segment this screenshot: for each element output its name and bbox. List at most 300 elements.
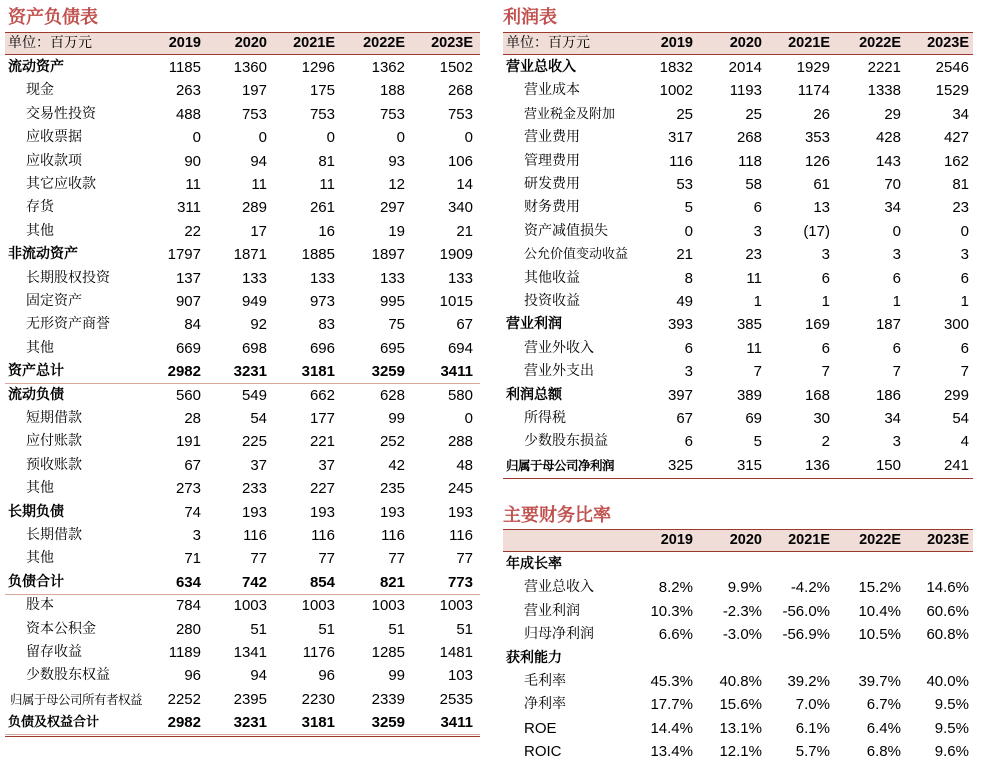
value-cell: 1185 (168, 59, 201, 76)
value-cell: 6 (753, 199, 762, 217)
value-cell: 5 (684, 199, 693, 217)
row-label: 其他 (26, 339, 54, 356)
table-row (503, 740, 973, 763)
value-cell: 2982 (167, 714, 201, 732)
table-row (5, 641, 480, 664)
value-cell: 51 (456, 620, 473, 638)
value-cell: 94 (250, 667, 267, 685)
year-header: 2019 (168, 35, 201, 51)
value-cell: 15.6% (719, 696, 762, 714)
value-cell: 75 (388, 316, 405, 334)
value-cell: 12 (388, 176, 405, 193)
value-cell: 3231 (233, 714, 267, 732)
value-cell: 428 (875, 129, 901, 147)
value-cell: 2982 (167, 363, 201, 381)
value-cell: 77 (250, 550, 267, 568)
table-row (503, 150, 973, 173)
table-row (5, 384, 480, 407)
value-cell: 1193 (729, 82, 762, 100)
table-row (503, 103, 973, 126)
value-cell: 1481 (439, 644, 473, 661)
value-cell: 37 (250, 456, 267, 474)
value-cell: 23 (952, 199, 969, 217)
table-row (503, 384, 973, 407)
value-cell: 6 (684, 339, 693, 357)
table-row (5, 337, 480, 360)
table-row (503, 56, 973, 79)
value-cell: 6.8% (866, 743, 901, 761)
value-cell: 1 (753, 293, 762, 310)
value-cell: 191 (175, 433, 201, 451)
value-cell: 225 (241, 433, 267, 451)
value-cell: 25 (745, 105, 762, 123)
value-cell: 694 (447, 339, 473, 357)
row-label: 少数股东损益 (524, 433, 608, 450)
table-row (5, 103, 480, 126)
row-label: ROE (524, 719, 557, 737)
value-cell: 353 (804, 129, 830, 147)
row-label: 营业费用 (524, 129, 580, 146)
row-label: 少数股东权益 (26, 667, 110, 684)
table-row (503, 243, 973, 266)
table-row (503, 173, 973, 196)
value-cell: 245 (447, 480, 473, 498)
value-cell: 2230 (301, 690, 335, 708)
value-cell: 193 (447, 503, 473, 521)
row-label: 长期负债 (8, 503, 64, 520)
value-cell: 51 (388, 620, 405, 638)
table-row (5, 220, 480, 243)
value-cell: 54 (952, 410, 969, 427)
row-label: 负债及权益合计 (8, 715, 100, 731)
row-label: 研发费用 (524, 176, 580, 192)
value-cell: 6 (960, 269, 969, 287)
value-cell: 22 (184, 222, 201, 240)
value-cell: 193 (309, 503, 335, 521)
value-cell: 177 (309, 410, 335, 427)
value-cell: 133 (447, 269, 473, 287)
value-cell: 1897 (371, 246, 405, 264)
value-cell: 1341 (233, 644, 267, 661)
value-cell: 6 (821, 339, 830, 357)
value-cell: 8.2% (658, 579, 693, 597)
table-row (5, 267, 480, 290)
row-label: 资产减值损失 (524, 222, 608, 239)
value-cell: 0 (684, 222, 693, 240)
value-cell: 11 (746, 339, 762, 357)
year-header: 2022E (859, 35, 901, 51)
table-row (5, 126, 480, 149)
value-cell: 1885 (301, 246, 335, 264)
value-cell: 137 (175, 269, 201, 287)
value-cell: 273 (175, 480, 201, 498)
value-cell: 385 (736, 316, 762, 334)
table-row (503, 623, 973, 646)
table-row (503, 647, 973, 670)
year-header: 2020 (729, 532, 762, 548)
value-cell: 299 (943, 386, 969, 404)
row-label: 营业外支出 (524, 363, 594, 380)
value-cell: 580 (447, 386, 473, 404)
value-cell: 3231 (233, 363, 267, 381)
table-row (503, 290, 973, 313)
value-cell: 96 (318, 667, 335, 685)
value-cell: 40.8% (719, 673, 762, 690)
value-cell: 143 (875, 152, 901, 170)
row-label: 负债合计 (8, 573, 64, 590)
value-cell: 34 (952, 105, 969, 123)
value-cell: 2535 (439, 690, 473, 708)
value-cell: 96 (184, 667, 201, 685)
value-cell: 6.7% (866, 696, 901, 714)
value-cell: 0 (326, 129, 335, 147)
value-cell: 16 (318, 222, 335, 240)
value-cell: -2.3% (722, 602, 762, 620)
value-cell: 103 (447, 667, 473, 685)
year-header: 2023E (927, 35, 969, 51)
value-cell: 11 (185, 176, 201, 193)
row-label: 其他收益 (524, 269, 580, 286)
value-cell: 10.3% (650, 602, 693, 620)
table-row (5, 524, 480, 547)
row-label: 营业税金及附加 (524, 106, 616, 122)
ratios-panel (503, 500, 973, 763)
value-cell: 2221 (867, 59, 901, 76)
table-row (5, 196, 480, 219)
table-row (5, 313, 480, 336)
value-cell: 45.3% (650, 673, 693, 690)
row-label: 交易性投资 (26, 105, 96, 122)
value-cell: 34 (884, 410, 901, 427)
value-cell: 1360 (233, 59, 267, 76)
value-cell: 2546 (935, 59, 969, 76)
value-cell: 3 (753, 222, 762, 240)
value-cell: 2014 (728, 59, 762, 76)
value-cell: 241 (943, 456, 969, 474)
value-cell: 3259 (371, 363, 405, 381)
value-cell: 1189 (168, 644, 201, 661)
value-cell: 8 (684, 269, 693, 287)
value-cell: 0 (464, 410, 473, 427)
value-cell: 0 (892, 222, 901, 240)
table-row (5, 477, 480, 500)
row-label: 营业利润 (524, 602, 580, 619)
row-label: 归母净利润 (524, 626, 594, 643)
value-cell: 1015 (439, 293, 473, 310)
value-cell: 99 (388, 410, 405, 427)
table-row (5, 711, 480, 735)
value-cell: 3 (960, 246, 969, 264)
value-cell: 168 (804, 386, 830, 404)
value-cell: 325 (667, 456, 693, 474)
value-cell: 126 (804, 152, 830, 170)
row-label: 营业总收入 (524, 579, 594, 596)
balance_sheet-header-row (5, 32, 480, 55)
value-cell: 116 (243, 527, 267, 544)
row-label: 其他 (26, 550, 54, 567)
year-header: 2020 (234, 35, 267, 51)
value-cell: 949 (241, 293, 267, 310)
value-cell: 3181 (301, 714, 335, 732)
value-cell: 13.1% (719, 719, 762, 737)
row-label: 长期股权投资 (26, 269, 110, 286)
value-cell: 28 (184, 410, 201, 427)
row-label: 现金 (26, 82, 54, 99)
value-cell: 53 (676, 176, 693, 193)
table-row (5, 243, 480, 266)
row-label: 管理费用 (524, 152, 580, 169)
value-cell: 133 (379, 269, 405, 287)
value-cell: 90 (184, 152, 201, 170)
value-cell: 77 (388, 550, 405, 568)
value-cell: 26 (813, 105, 830, 123)
value-cell: 7 (892, 363, 901, 381)
row-label: 营业总收入 (506, 59, 576, 75)
ratios-title: 主要财务比率 (503, 505, 611, 526)
table-row (503, 454, 973, 477)
row-label: 留存收益 (26, 644, 82, 660)
value-cell: 187 (875, 316, 901, 334)
income-statement-title: 利润表 (503, 7, 557, 28)
table-row (5, 618, 480, 641)
value-cell: 5.7% (795, 743, 830, 761)
value-cell: 4 (960, 433, 969, 451)
table-bottom-rule (5, 736, 480, 737)
value-cell: 995 (379, 293, 405, 310)
value-cell: 83 (318, 316, 335, 334)
value-cell: 70 (884, 176, 901, 193)
value-cell: 71 (184, 550, 201, 568)
row-label: 毛利率 (524, 673, 566, 689)
value-cell: 37 (318, 456, 335, 474)
value-cell: 60.6% (926, 602, 969, 620)
row-label: 财务费用 (524, 199, 580, 216)
value-cell: 753 (447, 105, 473, 123)
value-cell: 311 (177, 199, 201, 217)
value-cell: 61 (813, 176, 830, 193)
value-cell: 268 (447, 82, 473, 100)
value-cell: 488 (175, 105, 201, 123)
value-cell: 116 (449, 527, 473, 544)
row-label: 其他 (26, 480, 54, 497)
table-row (5, 290, 480, 313)
table-row (5, 56, 480, 79)
value-cell: 39.2% (787, 673, 830, 690)
value-cell: 300 (943, 316, 969, 334)
value-cell: 11 (746, 269, 762, 287)
value-cell: 14.6% (926, 579, 969, 597)
value-cell: 289 (241, 199, 267, 217)
value-cell: 9.9% (727, 579, 762, 597)
row-label: 长期借款 (26, 527, 82, 543)
table-row (503, 79, 973, 102)
table-row (503, 717, 973, 740)
row-label: 无形资产商誉 (26, 316, 110, 333)
value-cell: 263 (175, 82, 201, 100)
value-cell: 58 (745, 176, 762, 193)
table-row (503, 693, 973, 716)
value-cell: 133 (309, 269, 335, 287)
value-cell: 742 (241, 573, 267, 591)
value-cell: 81 (952, 176, 969, 193)
table-row (5, 150, 480, 173)
value-cell: 67 (456, 316, 473, 334)
value-cell: 1 (892, 293, 901, 310)
table-row (5, 360, 480, 384)
row-label: 投资收益 (524, 293, 580, 309)
year-header: 2022E (363, 35, 405, 51)
value-cell: 14 (456, 176, 473, 193)
value-cell: 6 (892, 269, 901, 287)
value-cell: 188 (379, 82, 405, 100)
year-header: 2020 (729, 35, 762, 51)
value-cell: 1174 (797, 82, 830, 100)
income_statement-header-row (503, 32, 973, 55)
value-cell: 695 (379, 339, 405, 357)
unit-label: 单位：百万元 (506, 35, 590, 51)
value-cell: 907 (175, 293, 201, 310)
table-row (503, 267, 973, 290)
year-header: 2019 (660, 35, 693, 51)
value-cell: 2252 (167, 690, 201, 708)
table-row (5, 664, 480, 687)
value-cell: 48 (456, 456, 473, 474)
value-cell: 1362 (371, 59, 405, 76)
row-label: 营业外收入 (524, 339, 594, 356)
value-cell: 753 (379, 105, 405, 123)
value-cell: 106 (447, 152, 473, 170)
row-label: 其他 (26, 222, 54, 239)
value-cell: 9.6% (934, 743, 969, 761)
value-cell: 81 (318, 152, 335, 170)
value-cell: 1285 (371, 644, 405, 661)
value-cell: 197 (241, 82, 267, 100)
year-header: 2023E (927, 532, 969, 548)
row-label: 固定资产 (26, 293, 82, 309)
year-header: 2023E (431, 35, 473, 51)
value-cell: 1929 (796, 59, 830, 76)
value-cell: 1502 (439, 59, 473, 76)
year-header: 2021E (788, 35, 830, 51)
value-cell: (17) (803, 222, 830, 240)
value-cell: 1529 (935, 82, 969, 100)
value-cell: 784 (175, 597, 201, 615)
balance-sheet-panel (5, 0, 480, 763)
row-label: 营业利润 (506, 316, 562, 333)
ratios-header-row (503, 529, 973, 552)
value-cell: 753 (309, 105, 335, 123)
value-cell: 3 (892, 246, 901, 264)
value-cell: 3 (892, 433, 901, 451)
value-cell: 67 (676, 410, 693, 427)
table-row (503, 576, 973, 599)
value-cell: 69 (745, 410, 762, 427)
value-cell: 261 (309, 199, 335, 217)
table-row (5, 79, 480, 102)
balance-sheet-title: 资产负债表 (8, 7, 98, 28)
value-cell: 175 (309, 82, 335, 100)
value-cell: -56.9% (782, 626, 830, 644)
row-label: 应收票据 (26, 129, 82, 146)
value-cell: 252 (379, 433, 405, 451)
value-cell: 14.4% (650, 719, 693, 737)
value-cell: 628 (379, 386, 405, 404)
table-row (5, 547, 480, 570)
value-cell: 136 (804, 456, 830, 474)
table-row (503, 360, 973, 383)
value-cell: 0 (396, 129, 405, 147)
value-cell: 42 (388, 456, 405, 474)
row-label: 应收款项 (26, 152, 82, 169)
value-cell: 94 (250, 152, 267, 170)
value-cell: 560 (175, 386, 201, 404)
row-label: 营业成本 (524, 82, 580, 99)
value-cell: 29 (884, 105, 901, 123)
value-cell: 133 (241, 269, 267, 287)
table-row (5, 571, 480, 595)
value-cell: 233 (241, 480, 267, 498)
value-cell: 116 (669, 152, 693, 170)
value-cell: 0 (258, 129, 267, 147)
row-label: 非流动资产 (8, 246, 78, 263)
value-cell: 186 (875, 386, 901, 404)
row-label: 股本 (26, 597, 54, 614)
value-cell: -56.0% (782, 602, 830, 620)
value-cell: 13 (813, 199, 830, 217)
value-cell: 317 (667, 129, 693, 147)
value-cell: 169 (804, 316, 830, 334)
value-cell: 34 (884, 199, 901, 217)
value-cell: 60.8% (926, 626, 969, 644)
value-cell: 3181 (301, 363, 335, 381)
value-cell: 340 (447, 199, 473, 217)
income-statement-panel (503, 0, 973, 490)
value-cell: 92 (250, 316, 267, 334)
value-cell: 193 (241, 503, 267, 521)
row-label: 应付账款 (26, 433, 82, 450)
value-cell: 11 (319, 176, 335, 193)
value-cell: 3 (192, 527, 201, 544)
value-cell: 7 (753, 363, 762, 381)
table-row (503, 220, 973, 243)
row-label: 流动资产 (8, 59, 64, 75)
value-cell: 15.2% (858, 579, 901, 597)
value-cell: 0 (192, 129, 201, 147)
table-row (503, 337, 973, 360)
value-cell: 696 (309, 339, 335, 357)
value-cell: 6 (960, 339, 969, 357)
value-cell: 2 (821, 433, 830, 451)
value-cell: 1871 (233, 246, 267, 264)
value-cell: -3.0% (722, 626, 762, 644)
row-label: 预收账款 (26, 456, 82, 473)
row-label: 流动负债 (8, 386, 64, 403)
table-row (503, 430, 973, 453)
row-label: 年成长率 (506, 556, 562, 572)
value-cell: 973 (309, 293, 335, 310)
row-label: 存货 (26, 199, 54, 216)
value-cell: 669 (175, 339, 201, 357)
value-cell: 634 (175, 573, 201, 591)
table-row (503, 407, 973, 430)
value-cell: 1338 (867, 82, 901, 100)
value-cell: 54 (250, 410, 267, 427)
row-label: 归属于母公司所有者权益 (10, 691, 143, 707)
row-label: 利润总额 (506, 386, 562, 403)
value-cell: 11 (251, 176, 267, 193)
value-cell: 9.5% (934, 719, 969, 737)
value-cell: 77 (318, 550, 335, 568)
